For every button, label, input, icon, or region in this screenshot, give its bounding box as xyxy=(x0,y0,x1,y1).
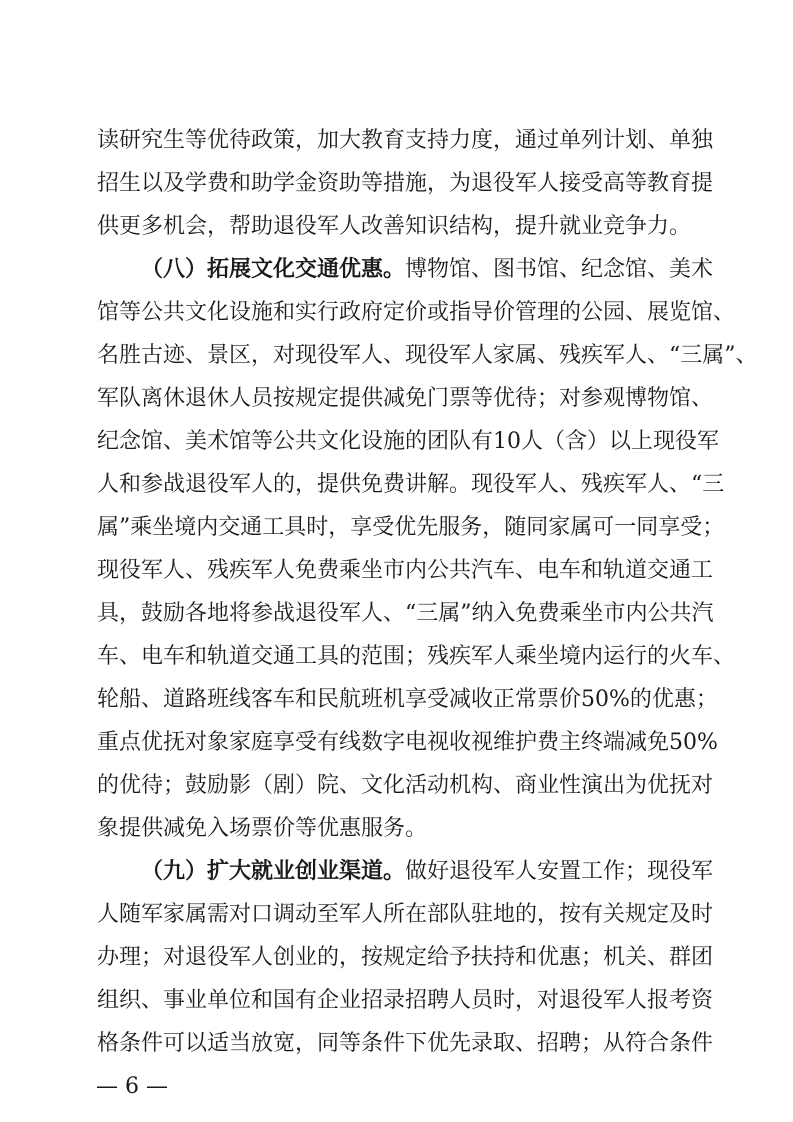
paragraph-line: 人和参战退役军人的，提供免费讲解。现役军人、残疾军人、“三 xyxy=(97,472,725,497)
paragraph-line: 人随军家属需对口调动至军人所在部队驻地的，按有关规定及时 xyxy=(97,902,714,927)
paragraph-line: 属”乘坐境内交通工具时，享受优先服务，随同家属可一同享受； xyxy=(97,515,725,540)
paragraph-line: 军队离休退休人员按规定提供减免门票等优待；对参观博物馆、 xyxy=(97,386,714,411)
section-9-first-line xyxy=(141,859,714,885)
paragraph-line: 具，鼓励各地将参战退役军人、“三属”纳入免费乘坐市内公共汽 xyxy=(97,601,714,626)
section-8-heading: （八）拓展文化交通优惠。 xyxy=(141,257,406,282)
page-number: — 6 — xyxy=(96,1074,168,1099)
paragraph-line: 读研究生等优待政策，加大教育支持力度，通过单列计划、单独 xyxy=(97,128,714,153)
paragraph-line: 组织、事业单位和国有企业招录招聘人员时，对退役军人报考资 xyxy=(97,988,714,1013)
paragraph-line: 招生以及学费和助学金资助等措施，为退役军人接受高等教育提 xyxy=(97,171,714,196)
paragraph-line: 馆等公共文化设施和实行政府定价或指导价管理的公园、展览馆、 xyxy=(97,300,736,325)
section-8-heading-rest: 博物馆、图书馆、纪念馆、美术 xyxy=(405,257,714,282)
section-9-heading: （九）扩大就业创业渠道。 xyxy=(141,859,406,884)
paragraph-line: 象提供减免入场票价等优惠服务。 xyxy=(97,816,428,841)
paragraph-line: 纪念馆、美术馆等公共文化设施的团队有10人（含）以上现役军 xyxy=(97,429,719,454)
paragraph-line: 现役军人、残疾军人免费乘坐市内公共汽车、电车和轨道交通工 xyxy=(97,558,714,583)
paragraph-line: 供更多机会，帮助退役军人改善知识结构，提升就业竞争力。 xyxy=(97,214,692,239)
paragraph-line: 的优待；鼓励影（剧）院、文化活动机构、商业性演出为优抚对 xyxy=(97,773,714,798)
paragraph-line: 轮船、道路班线客车和民航班机享受减收正常票价50%的优惠； xyxy=(97,687,718,712)
paragraph-line: 车、电车和轨道交通工具的范围；残疾军人乘坐境内运行的火车、 xyxy=(97,644,736,669)
section-8-first-line xyxy=(141,257,714,283)
paragraph-line: 重点优抚对象家庭享受有线数字电视收视维护费主终端减免50% xyxy=(97,730,718,755)
paragraph-line: 名胜古迹、景区，对现役军人、现役军人家属、残疾军人、“三属”、 xyxy=(97,343,758,368)
section-9-heading-rest: 做好退役军人安置工作；现役军 xyxy=(405,859,714,884)
paragraph-line: 办理；对退役军人创业的，按规定给予扶持和优惠；机关、群团 xyxy=(97,945,714,970)
paragraph-line: 格条件可以适当放宽，同等条件下优先录取、招聘；从符合条件 xyxy=(97,1031,714,1056)
